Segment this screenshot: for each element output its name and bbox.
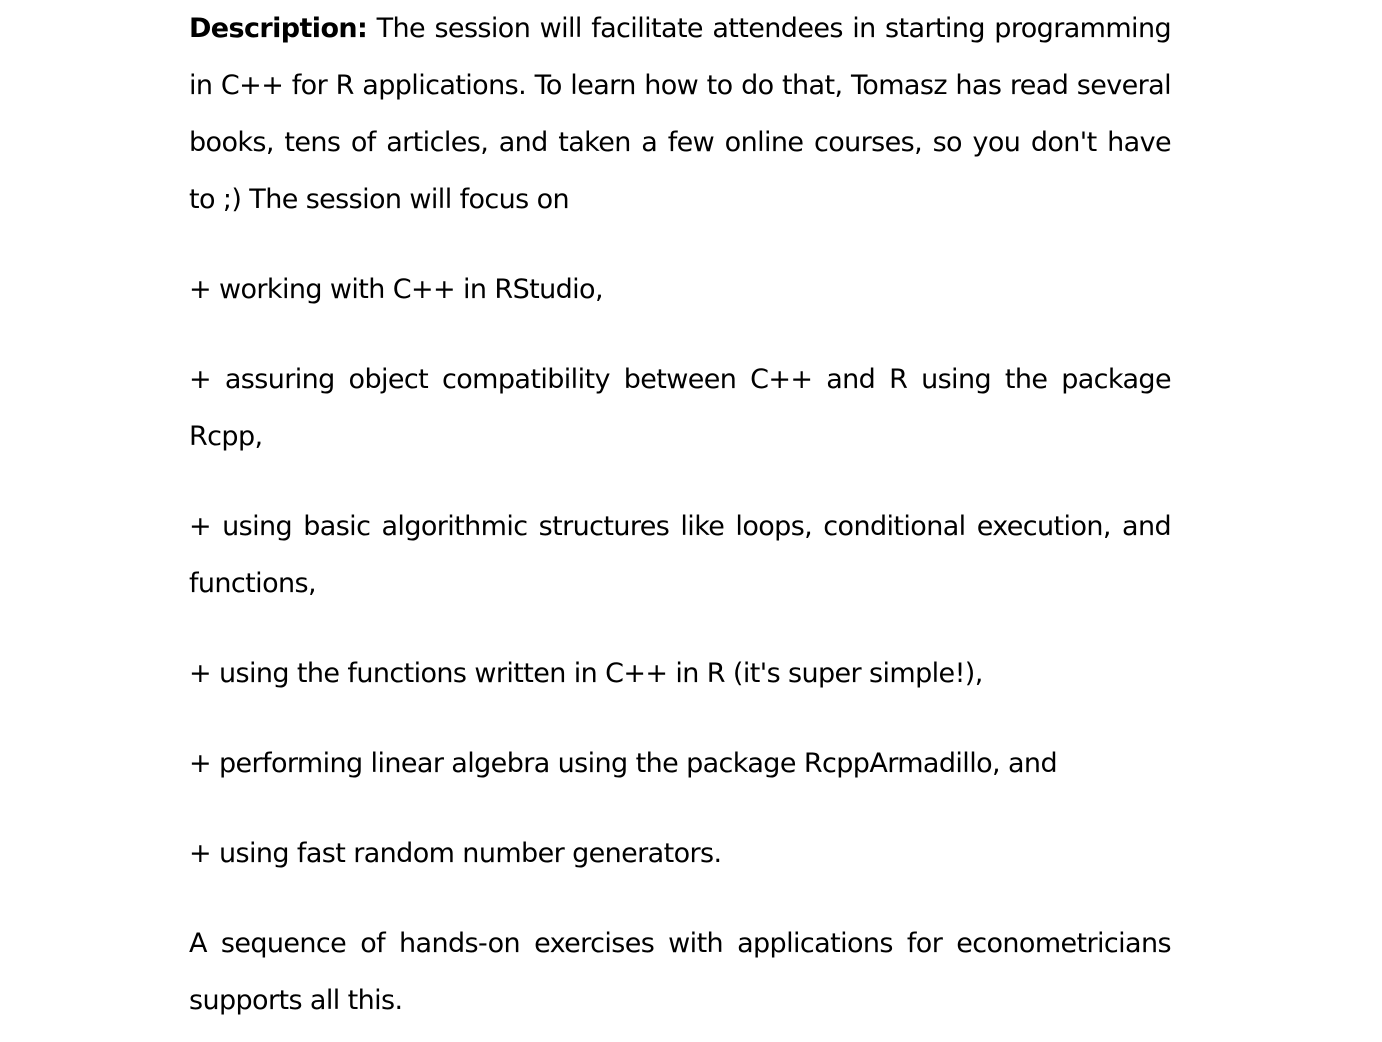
list-item: + using the functions written in C++ in R (it's super simple!), (189, 658, 983, 689)
intro-text: The session will facilitate attendees in starting programming in C++ for R applications. To learn how to do that, Tomasz has read several books, tens of articles, and taken a few online courses, so you don't have to ;) The session will focus on (189, 13, 1171, 215)
list-item: + performing linear algebra using the package RcppArmadillo, and (189, 748, 1057, 779)
description-label: Description: (189, 13, 368, 44)
list-item: + using basic algorithmic structures like loops, conditional execution, and functions, (189, 511, 1171, 599)
closing-paragraph: A sequence of hands-on exercises with applications for econometricians supports all this. (189, 928, 1171, 1016)
list-item: + working with C++ in RStudio, (189, 274, 603, 305)
session-description (189, 0, 1171, 1029)
list-item: + assuring object compatibility between C++ and R using the package Rcpp, (189, 364, 1171, 452)
intro-paragraph (189, 0, 1171, 228)
list-item: + using fast random number generators. (189, 838, 722, 869)
